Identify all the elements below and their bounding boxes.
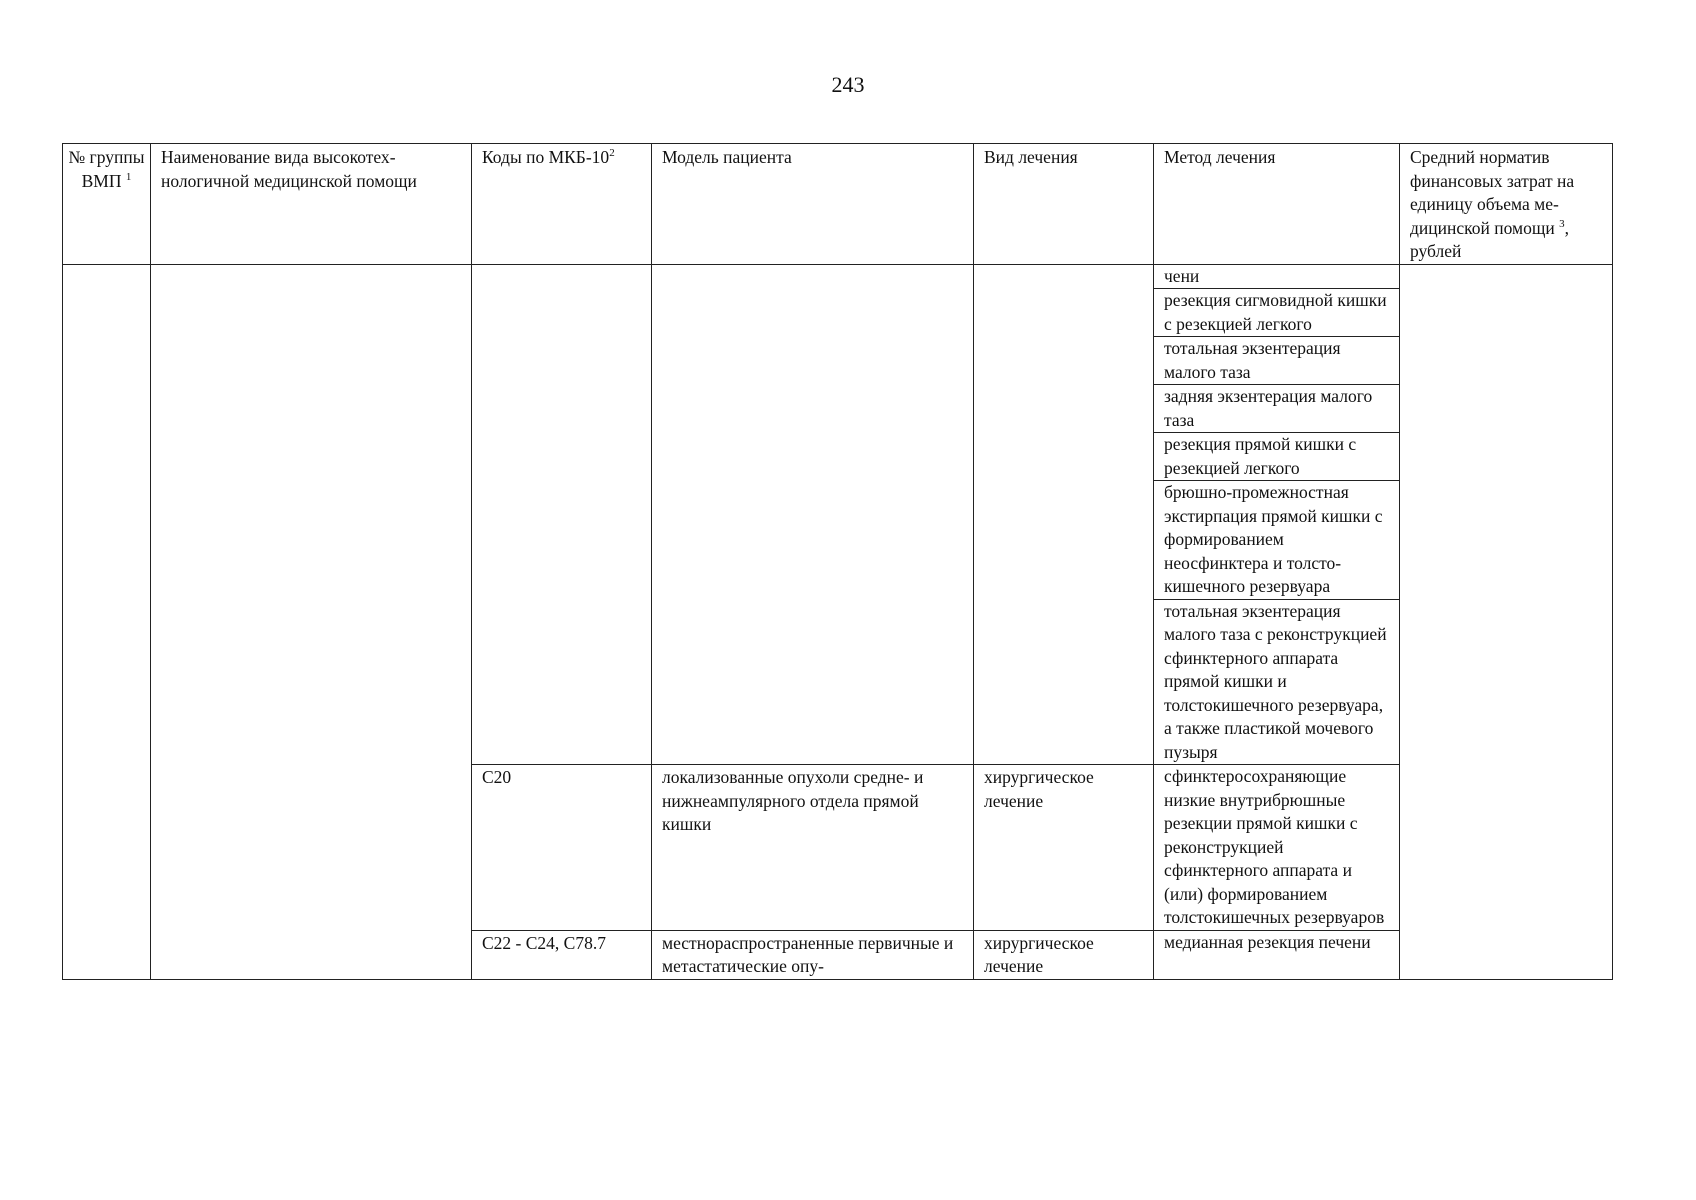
- treatment-method-cell: [1154, 930, 1400, 979]
- header-treatment-method: Метод лечения: [1154, 144, 1400, 265]
- table-row: [63, 264, 1613, 765]
- code-cell: C22 - C24, C78.7: [472, 930, 652, 979]
- header-cost: Средний норматив финансовых затрат на единицу объема медицинской помощи $^3$, рублей: [1400, 144, 1613, 265]
- method-item: тотальная экзентерация малого таза: [1154, 336, 1399, 384]
- code-cell: C20: [472, 765, 652, 931]
- header-group-no: № группы ВМП $^1$: [63, 144, 151, 265]
- code-cell: [472, 264, 652, 765]
- group-no-cell: [63, 264, 151, 979]
- treatment-type-cell: хирургическое лечение: [974, 930, 1154, 979]
- method-item: задняя экзентерация малого таза: [1154, 384, 1399, 432]
- page-number: 243: [831, 72, 865, 97]
- patient-model-cell: местнораспространенные первичные и метастатические опу-: [652, 930, 974, 979]
- method-item: сфинктеросохраняющие низкие внутрибрюшные резекции прямой кишки с реконструкцией сфинктерного аппарата и (или) формированием толстокишечных резервуаров: [1164, 766, 1385, 927]
- patient-model-cell: локализованные опухоли средне- и нижнеампулярного отдела прямой кишки: [652, 765, 974, 931]
- method-item: тотальная экзентерация малого таза с реконструкцией сфинктерного аппарата прямой кишки и толстокишечного резервуара, а также пластикой мочевого пузыря: [1154, 599, 1399, 765]
- header-name: Наименование вида высокотехнологичной медицинской помощи: [151, 144, 472, 265]
- treatment-method-cell: [1154, 765, 1400, 931]
- header-patient-model: Модель пациента: [652, 144, 974, 265]
- header-codes: Коды по МКБ-$10^2$: [472, 144, 652, 265]
- method-item: резекция сигмовидной кишки с резекцией легкого: [1154, 288, 1399, 336]
- vmp-table: [62, 143, 1613, 980]
- cost-cell: [1400, 264, 1613, 979]
- header-treatment-type: Вид лечения: [974, 144, 1154, 265]
- patient-model-cell: [652, 264, 974, 765]
- treatment-type-cell: [974, 264, 1154, 765]
- method-item: брюшно-промежностная экстирпация прямой кишки с формированием неосфинктера и толстокишечного резервуара: [1154, 480, 1399, 599]
- method-item: чени: [1164, 265, 1200, 286]
- treatment-type-cell: хирургическое лечение: [974, 765, 1154, 931]
- table-header-row: [63, 144, 1613, 265]
- method-item: медианная резекция печени: [1164, 931, 1371, 952]
- name-cell: [151, 264, 472, 979]
- method-item: резекция прямой кишки с резекцией легкого: [1154, 432, 1399, 480]
- treatment-method-cell: [1154, 264, 1400, 765]
